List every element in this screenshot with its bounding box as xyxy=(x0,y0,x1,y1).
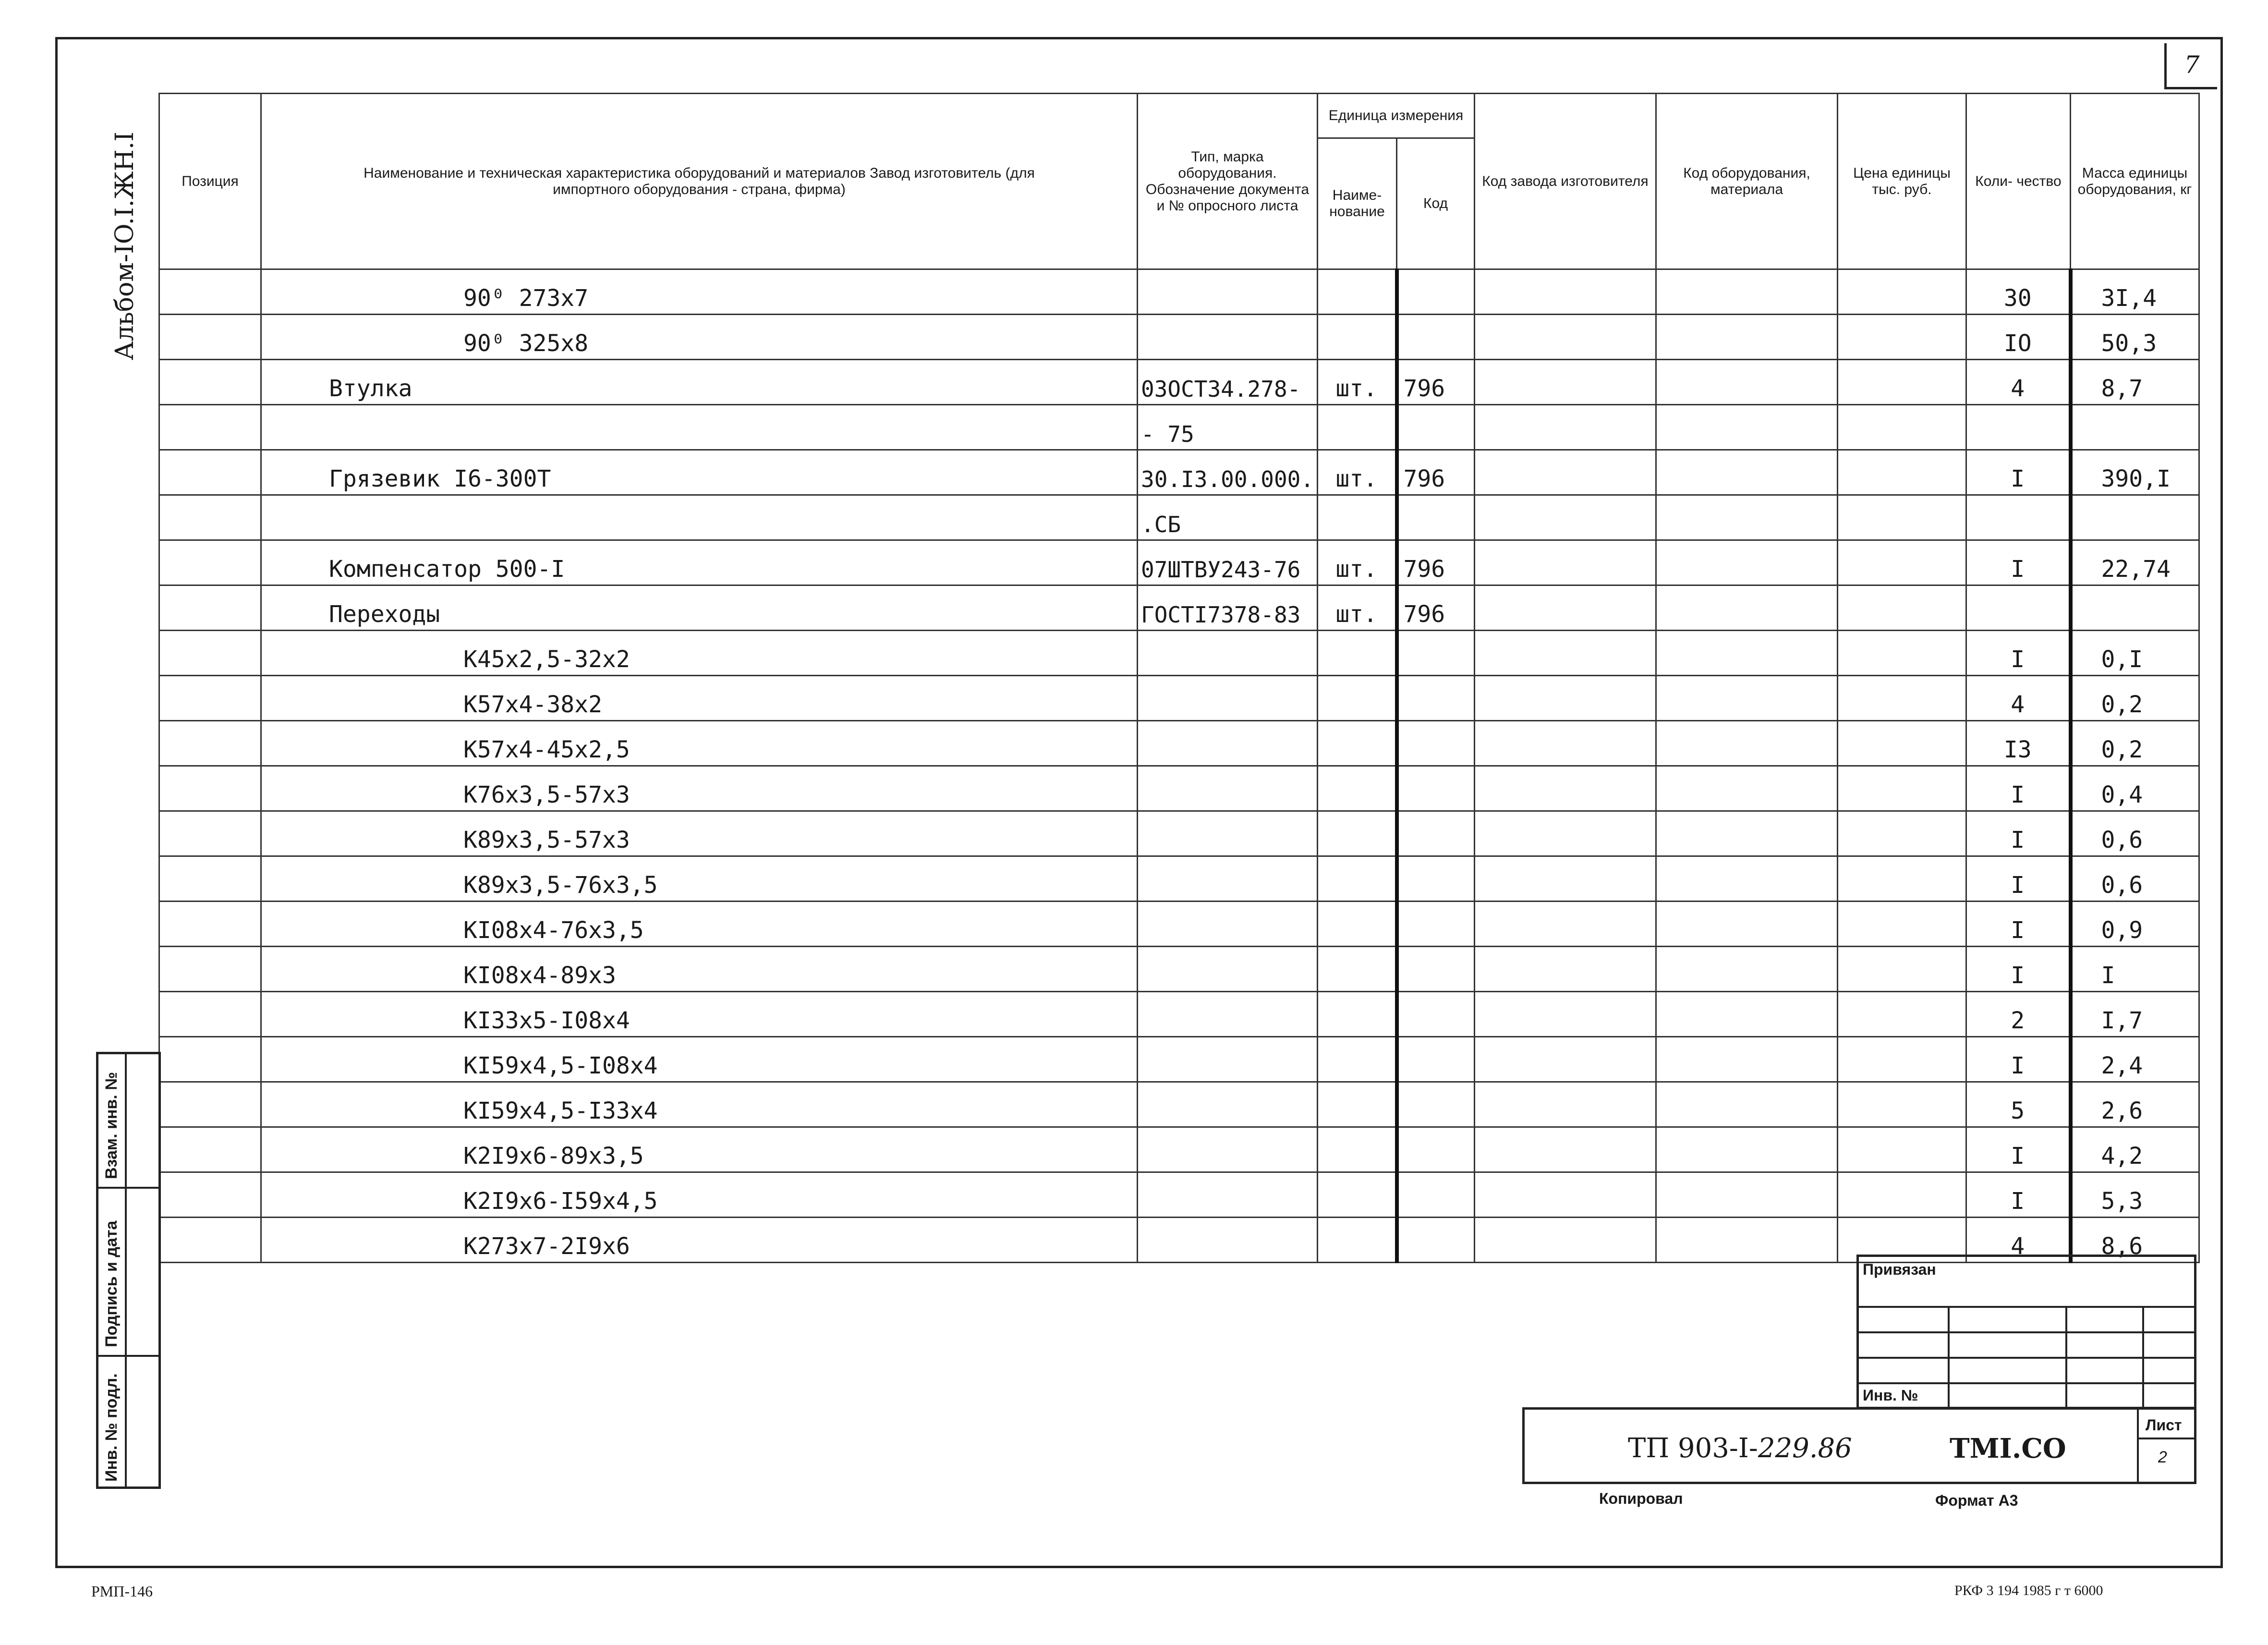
cell-equip-code xyxy=(1656,676,1838,721)
project-code-prefix: ТП 903-I- xyxy=(1628,1433,1758,1464)
table-row xyxy=(159,811,2199,856)
cell-unit-code xyxy=(1397,766,1475,811)
header-plant-code: Код завода изготовителя xyxy=(1475,94,1656,269)
cell-position xyxy=(159,856,261,902)
table-row xyxy=(159,676,2199,721)
cell-qty: 4 xyxy=(1966,360,2071,405)
cell-plant-code xyxy=(1475,992,1656,1037)
cell-qty: 4 xyxy=(1966,676,2071,721)
cell-unit-code xyxy=(1397,1218,1475,1263)
cell-doc xyxy=(1138,902,1318,947)
cell-price xyxy=(1838,495,1966,540)
cell-unit-code: 796 xyxy=(1397,450,1475,495)
cell-position xyxy=(159,1127,261,1172)
cell-price xyxy=(1838,450,1966,495)
project-code xyxy=(1628,1433,1852,1464)
cell-unit-code xyxy=(1397,947,1475,992)
cell-unit-name xyxy=(1318,1172,1397,1218)
exchange-inv-label: Взам. инв. № xyxy=(102,1072,121,1179)
cell-position xyxy=(159,947,261,992)
cell-mass: 0,6 xyxy=(2071,811,2199,856)
header-qty: Коли- чество xyxy=(1966,94,2071,269)
cell-plant-code xyxy=(1475,405,1656,450)
cell-plant-code xyxy=(1475,947,1656,992)
cell-qty: I xyxy=(1966,1127,2071,1172)
cell-position xyxy=(159,450,261,495)
cell-equip-code xyxy=(1656,540,1838,585)
cell-plant-code xyxy=(1475,1127,1656,1172)
table-row xyxy=(159,1172,2199,1218)
cell-plant-code xyxy=(1475,315,1656,360)
cell-price xyxy=(1838,540,1966,585)
cell-price xyxy=(1838,766,1966,811)
cell-mass: 2,6 xyxy=(2071,1082,2199,1127)
cell-equip-code xyxy=(1656,1172,1838,1218)
cell-unit-name xyxy=(1318,495,1397,540)
cell-price xyxy=(1838,992,1966,1037)
cell-equip-code xyxy=(1656,811,1838,856)
cell-doc xyxy=(1138,631,1318,676)
cell-unit-name xyxy=(1318,902,1397,947)
cell-equip-code xyxy=(1656,856,1838,902)
sheet-label: Лист xyxy=(2146,1416,2182,1434)
cell-price xyxy=(1838,585,1966,631)
cell-qty: 30 xyxy=(1966,269,2071,315)
table-row xyxy=(159,450,2199,495)
cell-position xyxy=(159,1218,261,1263)
cell-unit-code: 796 xyxy=(1397,540,1475,585)
table-row xyxy=(159,992,2199,1037)
table-row xyxy=(159,631,2199,676)
cell-equip-code xyxy=(1656,315,1838,360)
cell-equip-code xyxy=(1656,947,1838,992)
cell-plant-code xyxy=(1475,1172,1656,1218)
cell-unit-name: шт. xyxy=(1318,450,1397,495)
cell-doc xyxy=(1138,1172,1318,1218)
cell-name: КI33x5-I08x4 xyxy=(261,992,1138,1037)
cell-qty: I xyxy=(1966,1037,2071,1082)
table-row xyxy=(159,585,2199,631)
cell-unit-code xyxy=(1397,1172,1475,1218)
cell-name: Втулка xyxy=(261,360,1138,405)
cell-position xyxy=(159,1172,261,1218)
cell-unit-name xyxy=(1318,992,1397,1037)
cell-plant-code xyxy=(1475,1037,1656,1082)
cell-price xyxy=(1838,947,1966,992)
footer-right: РКФ 3 194 1985 г т 6000 xyxy=(1954,1583,2103,1598)
cell-qty: I xyxy=(1966,450,2071,495)
cell-name: К2I9x6-89x3,5 xyxy=(261,1127,1138,1172)
cell-mass: 2,4 xyxy=(2071,1037,2199,1082)
cell-equip-code xyxy=(1656,495,1838,540)
title-block xyxy=(1522,1407,2196,1484)
cell-mass: 8,6 xyxy=(2071,1218,2199,1263)
cell-doc: ГОСТI7378-83 xyxy=(1138,585,1318,631)
cell-mass xyxy=(2071,405,2199,450)
album-label: Альбом-IO.I.ЖН.I xyxy=(110,132,139,360)
cell-doc xyxy=(1138,1127,1318,1172)
cell-price xyxy=(1838,315,1966,360)
cell-doc xyxy=(1138,811,1318,856)
cell-name: 90⁰ 273x7 xyxy=(261,269,1138,315)
header-position: Позиция xyxy=(159,94,261,269)
cell-unit-name xyxy=(1318,1127,1397,1172)
footer-left: РМП-146 xyxy=(91,1583,153,1600)
bind-vline-2 xyxy=(2065,1307,2067,1410)
cell-mass: 0,4 xyxy=(2071,766,2199,811)
cell-position xyxy=(159,992,261,1037)
cell-qty: I3 xyxy=(1966,721,2071,766)
bind-vline-3 xyxy=(2142,1307,2144,1410)
cell-price xyxy=(1838,1082,1966,1127)
cell-name: Грязевик I6-300Т xyxy=(261,450,1138,495)
cell-mass: 0,6 xyxy=(2071,856,2199,902)
cell-name: КI59x4,5-I08x4 xyxy=(261,1037,1138,1082)
cell-plant-code xyxy=(1475,631,1656,676)
cell-price xyxy=(1838,1037,1966,1082)
cell-unit-code xyxy=(1397,1037,1475,1082)
cell-mass: 5,3 xyxy=(2071,1172,2199,1218)
cell-name: КI59x4,5-I33x4 xyxy=(261,1082,1138,1127)
cell-plant-code xyxy=(1475,1082,1656,1127)
cell-mass: I xyxy=(2071,947,2199,992)
cell-equip-code xyxy=(1656,902,1838,947)
cell-unit-code: 796 xyxy=(1397,360,1475,405)
header-name: Наименование и техническая характеристика оборудований и материалов Завод изготовитель (для импортного оборудования - страна, фирма) xyxy=(261,94,1138,269)
project-code-handwritten: 229.86 xyxy=(1758,1433,1852,1464)
header-unit-code: Код xyxy=(1397,138,1475,269)
cell-price xyxy=(1838,1127,1966,1172)
cell-unit-code xyxy=(1397,495,1475,540)
cell-plant-code xyxy=(1475,676,1656,721)
cell-position xyxy=(159,721,261,766)
cell-price xyxy=(1838,631,1966,676)
cell-price xyxy=(1838,1172,1966,1218)
cell-qty xyxy=(1966,495,2071,540)
cell-name: К89x3,5-57x3 xyxy=(261,811,1138,856)
cell-doc xyxy=(1138,721,1318,766)
cell-unit-name xyxy=(1318,766,1397,811)
header-unit-group: Единица измерения xyxy=(1318,94,1475,138)
cell-plant-code xyxy=(1475,1218,1656,1263)
cell-equip-code xyxy=(1656,405,1838,450)
cell-unit-name: шт. xyxy=(1318,585,1397,631)
document-id: ТМI.СО xyxy=(1950,1433,2066,1464)
cell-price xyxy=(1838,269,1966,315)
format-label: Формат А3 xyxy=(1935,1492,2018,1509)
cell-position xyxy=(159,676,261,721)
cell-plant-code xyxy=(1475,766,1656,811)
cell-position xyxy=(159,495,261,540)
cell-price xyxy=(1838,360,1966,405)
cell-qty: IO xyxy=(1966,315,2071,360)
cell-unit-code: 796 xyxy=(1397,585,1475,631)
cell-doc xyxy=(1138,315,1318,360)
cell-equip-code xyxy=(1656,1218,1838,1263)
cell-qty: 4 xyxy=(1966,1218,2071,1263)
cell-equip-code xyxy=(1656,1037,1838,1082)
cell-equip-code xyxy=(1656,360,1838,405)
header-equip-code: Код оборудования, материала xyxy=(1656,94,1838,269)
cell-doc: 30.I3.00.000. xyxy=(1138,450,1318,495)
cell-unit-code xyxy=(1397,811,1475,856)
side-stamp-inv xyxy=(98,1357,158,1487)
binding-block xyxy=(1856,1255,2196,1409)
table-row xyxy=(159,1037,2199,1082)
cell-qty: I xyxy=(1966,856,2071,902)
cell-doc: 03ОСТ34.278- xyxy=(1138,360,1318,405)
cell-unit-name xyxy=(1318,1037,1397,1082)
cell-unit-code xyxy=(1397,902,1475,947)
cell-equip-code xyxy=(1656,269,1838,315)
table-row xyxy=(159,540,2199,585)
cell-qty: I xyxy=(1966,811,2071,856)
cell-doc xyxy=(1138,1218,1318,1263)
cell-doc xyxy=(1138,1037,1318,1082)
cell-plant-code xyxy=(1475,495,1656,540)
cell-position xyxy=(159,360,261,405)
cell-plant-code xyxy=(1475,721,1656,766)
table-row xyxy=(159,1082,2199,1127)
cell-position xyxy=(159,766,261,811)
cell-mass: 0,I xyxy=(2071,631,2199,676)
cell-equip-code xyxy=(1656,631,1838,676)
cell-doc xyxy=(1138,676,1318,721)
cell-qty: I xyxy=(1966,631,2071,676)
cell-doc xyxy=(1138,269,1318,315)
table-row xyxy=(159,1127,2199,1172)
cell-name: К273x7-2I9x6 xyxy=(261,1218,1138,1263)
cell-name: К57x4-45x2,5 xyxy=(261,721,1138,766)
cell-price xyxy=(1838,811,1966,856)
header-mass: Масса единицы оборудования, кг xyxy=(2071,94,2199,269)
cell-unit-name xyxy=(1318,856,1397,902)
header-type: Тип, марка оборудования. Обозначение документа и № опросного листа xyxy=(1138,94,1318,269)
header-price: Цена единицы тыс. руб. xyxy=(1838,94,1966,269)
cell-qty: 5 xyxy=(1966,1082,2071,1127)
cell-qty: I xyxy=(1966,902,2071,947)
cell-mass: 50,3 xyxy=(2071,315,2199,360)
cell-unit-name xyxy=(1318,1082,1397,1127)
cell-unit-name xyxy=(1318,631,1397,676)
cell-doc xyxy=(1138,856,1318,902)
cell-unit-name xyxy=(1318,676,1397,721)
cell-name xyxy=(261,405,1138,450)
table-row xyxy=(159,766,2199,811)
cell-unit-code xyxy=(1397,269,1475,315)
table-row xyxy=(159,495,2199,540)
cell-unit-name xyxy=(1318,811,1397,856)
cell-unit-name: шт. xyxy=(1318,360,1397,405)
cell-position xyxy=(159,1037,261,1082)
cell-position xyxy=(159,269,261,315)
table-row xyxy=(159,269,2199,315)
cell-plant-code xyxy=(1475,902,1656,947)
cell-plant-code xyxy=(1475,856,1656,902)
cell-unit-name xyxy=(1318,947,1397,992)
cell-name: КI08x4-76x3,5 xyxy=(261,902,1138,947)
cell-doc: .СБ xyxy=(1138,495,1318,540)
binding-inv-label: Инв. № xyxy=(1863,1387,1918,1404)
cell-mass: 22,74 xyxy=(2071,540,2199,585)
cell-name: КI08x4-89x3 xyxy=(261,947,1138,992)
cell-mass xyxy=(2071,585,2199,631)
cell-unit-code xyxy=(1397,676,1475,721)
table-row xyxy=(159,405,2199,450)
cell-qty xyxy=(1966,585,2071,631)
cell-qty: I xyxy=(1966,766,2071,811)
sign-date-label: Подпись и дата xyxy=(102,1220,121,1347)
side-stamp-sign xyxy=(98,1189,158,1357)
cell-position xyxy=(159,585,261,631)
cell-plant-code xyxy=(1475,585,1656,631)
cell-name: К2I9x6-I59x4,5 xyxy=(261,1172,1138,1218)
cell-name: К89x3,5-76x3,5 xyxy=(261,856,1138,902)
cell-unit-code xyxy=(1397,856,1475,902)
cell-plant-code xyxy=(1475,360,1656,405)
cell-equip-code xyxy=(1656,992,1838,1037)
cell-position xyxy=(159,1082,261,1127)
cell-mass: 0,9 xyxy=(2071,902,2199,947)
cell-mass: 8,7 xyxy=(2071,360,2199,405)
cell-mass: I,7 xyxy=(2071,992,2199,1037)
cell-mass: 4,2 xyxy=(2071,1127,2199,1172)
cell-doc: 07ШТВУ243-76 xyxy=(1138,540,1318,585)
cell-price xyxy=(1838,902,1966,947)
cell-position xyxy=(159,405,261,450)
binding-title: Привязан xyxy=(1863,1261,1936,1278)
inv-orig-label: Инв. № подл. xyxy=(102,1373,121,1482)
cell-equip-code xyxy=(1656,1127,1838,1172)
cell-unit-name xyxy=(1318,315,1397,360)
cell-doc xyxy=(1138,947,1318,992)
sheet-value: 2 xyxy=(2158,1448,2167,1466)
cell-qty: I xyxy=(1966,1172,2071,1218)
cell-unit-name xyxy=(1318,405,1397,450)
side-stamp xyxy=(96,1052,161,1489)
cell-unit-code xyxy=(1397,721,1475,766)
cell-unit-name xyxy=(1318,1218,1397,1263)
cell-position xyxy=(159,540,261,585)
cell-plant-code xyxy=(1475,269,1656,315)
cell-plant-code xyxy=(1475,811,1656,856)
cell-position xyxy=(159,631,261,676)
cell-position xyxy=(159,315,261,360)
cell-unit-name: шт. xyxy=(1318,540,1397,585)
cell-unit-code xyxy=(1397,315,1475,360)
header-unit-name: Наиме- нование xyxy=(1318,138,1397,269)
cell-equip-code xyxy=(1656,450,1838,495)
table-row xyxy=(159,902,2199,947)
cell-doc xyxy=(1138,766,1318,811)
cell-price xyxy=(1838,856,1966,902)
table-row xyxy=(159,360,2199,405)
bind-vline-1 xyxy=(1948,1307,1950,1410)
cell-name: 90⁰ 325x8 xyxy=(261,315,1138,360)
cell-doc xyxy=(1138,1082,1318,1127)
cell-mass: 0,2 xyxy=(2071,676,2199,721)
cell-name xyxy=(261,495,1138,540)
cell-mass: 3I,4 xyxy=(2071,269,2199,315)
cell-name: К76x3,5-57x3 xyxy=(261,766,1138,811)
cell-doc: - 75 xyxy=(1138,405,1318,450)
cell-position xyxy=(159,811,261,856)
cell-qty: 2 xyxy=(1966,992,2071,1037)
cell-price xyxy=(1838,721,1966,766)
cell-name: Переходы xyxy=(261,585,1138,631)
cell-unit-code xyxy=(1397,405,1475,450)
cell-plant-code xyxy=(1475,540,1656,585)
cell-name: К45x2,5-32x2 xyxy=(261,631,1138,676)
table-row xyxy=(159,947,2199,992)
cell-equip-code xyxy=(1656,1082,1838,1127)
cell-unit-code xyxy=(1397,1127,1475,1172)
side-stamp-exchange xyxy=(98,1054,158,1189)
cell-qty: I xyxy=(1966,540,2071,585)
cell-price xyxy=(1838,676,1966,721)
cell-mass: 0,2 xyxy=(2071,721,2199,766)
cell-mass: 390,I xyxy=(2071,450,2199,495)
cell-equip-code xyxy=(1656,721,1838,766)
table-row xyxy=(159,721,2199,766)
cell-mass xyxy=(2071,495,2199,540)
cell-plant-code xyxy=(1475,450,1656,495)
sheet-divider xyxy=(2139,1438,2194,1439)
cell-qty: I xyxy=(1966,947,2071,992)
copied-label: Копировал xyxy=(1599,1490,1683,1507)
table-row xyxy=(159,856,2199,902)
cell-name: К57x4-38x2 xyxy=(261,676,1138,721)
cell-unit-code xyxy=(1397,992,1475,1037)
cell-unit-code xyxy=(1397,1082,1475,1127)
cell-doc xyxy=(1138,992,1318,1037)
cell-unit-code xyxy=(1397,631,1475,676)
table-row xyxy=(159,315,2199,360)
sheet-cell xyxy=(2137,1410,2194,1482)
cell-price xyxy=(1838,405,1966,450)
cell-unit-name xyxy=(1318,269,1397,315)
cell-position xyxy=(159,902,261,947)
cell-name: Компенсатор 500-I xyxy=(261,540,1138,585)
sheet-number: 7 xyxy=(2164,43,2217,89)
cell-unit-name xyxy=(1318,721,1397,766)
cell-equip-code xyxy=(1656,766,1838,811)
cell-qty xyxy=(1966,405,2071,450)
cell-equip-code xyxy=(1656,585,1838,631)
